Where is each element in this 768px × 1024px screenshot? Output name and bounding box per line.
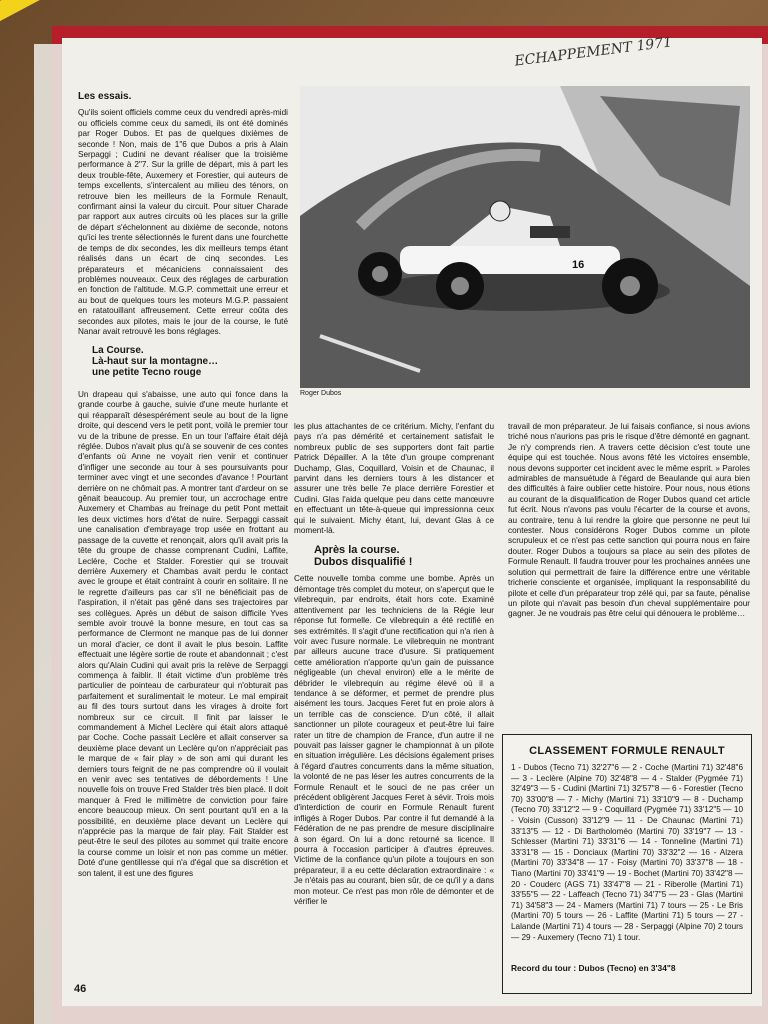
right-column [508, 422, 750, 728]
section-title-essais: Les essais. [78, 91, 132, 102]
photo-caption: Roger Dubos [300, 390, 342, 397]
section-title-apres: Après la course. Dubos disqualifié ! [314, 544, 413, 569]
page-number: 46 [74, 983, 87, 995]
right-text: travail de mon préparateur. Je lui faisais confiance, si nous avions triché nous n'aurions pas pris le risque d'être démonté en gagnant. Je n'y comprends rien. A travers cette décision c'est toute une équipe qui est touchée. Nous avons fêté les victoires ensemble, nous devons supporter cet incident avec le même esprit. » Paroles admirables de mansuétude à l'égard de Beaulande qui aura bien des difficultés à faire oublier cette histoire. Pour nous, nous étions au courant de la disqualification de Roger Dubos quand cet article fut écrit. Nous n'avons pas voulu l'écarter de la course et avons, au contraire, tenu à lui rendre la gloire que personne ne peut lui contester. Nous considérons Roger Dubos comme un pilote scrupuleux et ce n'est pas cette sanction qui pourra nous en faire douter. Roger Dubos a toujours sa place au sein des pilotes de Formule Renault. Il faudra trouver pour les prochaines années une solution qui permettrait de faire la différence entre une véritable tricherie consciente et organisée, impliquant la responsabilité du pilote et celle d'un préparateur trop zélé qui, par sa faute, pénalise un pilote qui n'avait pas besoin d'un cheval supplémentaire pour gagner. Je ne voudrais pas être celui qui dénouera le problème… [508, 422, 750, 619]
apres-text: Cette nouvelle tomba comme une bombe. Après un démontage très complet du moteur, on s'aperçut que le vilebrequin, par endroits, était hors cote. Examiné attentivement par les techniciens de la Régie leur réponse fut formelle. Ce vilebrequin a été rectifié en ses extrémités. Il s'agit d'une rectification qui n'a rien à voir avec l'usure normale. Le vilebrequin ne montrant par ailleurs aucune trace d'usure. Si pratiquement cette amélioration n'apporte qu'un gain de puissance négligeable (un cheval environ) elle a le mérite de débrider le vilebrequin au régime élevé où il a tendance à se déformer, et permet de prendre plus aisément les tours. Jacques Feret fut en proie alors à un terrible cas de conscience. D'un côté, il allait sanctionner un pilote courageux et peut-être lui faire rater un titre de champion de France, d'un autre il ne pouvait pas laisser gagner le championnat à un pilote en situation irrégulière. Les décisions également prises à l'égard d'autres concurrents dans la même situation, la volonté de ne pas léser les autres concurrents de la Formule Renault et le souci de ne pas créer un précédent obligèrent Jacques Feret à sévir. Trois mois d'interdiction de courir en Formule Renault furent infligés à Roger Dubos. Par contre il fut demandé à la Fédération de ne pas prendre de mesure disciplinaire à son égard. On lui a donc retourné sa licence. Il pourra à l'occasion participer à d'autres épreuves. Victime de la confiance qu'un pilote a toujours en son préparateur, il a eu cette déclaration extraordinaire : « Je n'étais pas au courant, bien sûr, de ce qu'il y a dans mon moteur. Ce n'est pas mon rôle de démonter et de vérifier le [294, 574, 494, 907]
race-car-image [300, 86, 750, 388]
middle-top-text: les plus attachantes de ce critérium. Michy, l'enfant du pays n'a pas démérité et certainement satisfait le nombreux public de ses supporters dont fait partie Patrick Dépailler. A la tête d'un groupe comprenant Duchamp, Glas, Coquillard, Voisin et de Chaunac, il parvint dans les derniers tours à les distancer et assurer une très belle 7e place derrière Forestier et Cudini. Glas l'aida quelque peu dans cette manœuvre en effectuant un tête-à-queue qui impressionna ceux qui le suivaient. Michy étant, lui, devant Glas à ce moment-là. [294, 422, 494, 536]
middle-column [294, 422, 494, 982]
left-column [78, 92, 288, 384]
classement-list: 1 - Dubos (Tecno 71) 32'27"6 — 2 - Coche (Martini 71) 32'48"6 — 3 - Leclère (Alpine 70) 32'48"8 — 4 - Stalder (Pygmée 71) 32'49"3 — 5 - Cudini (Martini 71) 32'57"8 — 6 - Forestier (Tecno 70) 33'00"8 — 7 - Michy (Martini 71) 33'10"9 — 8 - Duchamp (Tecno 70) 33'12"2 — 9 - Coquillard (Pygmée 71) 33'12"5 — 10 - Voisin (Cusson) 33'12"9 — 11 - De Chaunac (Martini 71) 33'13"5 — 12 - Di Bartholoméo (Martini 70) 33'19"7 — 13 - Schlesser (Martini 71) 33'31"6 — 14 - Tonneline (Martini 71) 33'31"8 — 15 - Donciaux (Martini 70) 33'32"2 — 16 - Alzera (Martini 70) 33'34"8 — 17 - Foisy (Martini 70) 33'37"8 — 18 - Tiano (Martini 70) 33'41"9 — 19 - Bochet (Martini 70) 33'42"8 — 20 - Couderc (AGS 71) 33'47"8 — 21 - Riberolle (Martini 71) 33'55"5 — 22 - Laffeach (Tecno 71) 34'7"5 — 23 - Glas (Martini 71) 34'58"3 — 24 - Mamers (Martini 71) 7 tours — 25 - Le Bris (Martini 70) 5 tours — 26 - Laffite (Martini 71) 5 tours — 27 - Lalande (Martini 71) 4 tours — 28 - Serpaggi (Alpine 70) 2 tours — 29 - Auxemery (Tecno 71) 1 tour. [511, 763, 743, 942]
course-text-column [78, 390, 288, 950]
race-photo [300, 86, 750, 388]
pencil [0, 0, 50, 27]
car-number: 16 [572, 259, 585, 271]
magazine-page [62, 34, 762, 1006]
classement-title: CLASSEMENT FORMULE RENAULT [529, 745, 725, 757]
handwritten-note: ECHAPPEMENT 1971 [513, 34, 673, 70]
classement-box [502, 734, 752, 994]
course-text: Un drapeau qui s'abaisse, une auto qui fonce dans la grande courbe à gauche, suivie d'une meute hurlante et qui réapparaît désespérément seule au bout de la ligne droite, qui descend vers le petit pont, voilà le premier tour vu de la tribune de presse. En un tour l'affaire était déjà réglée. Dubos n'avait plus qu'à se souvenir de ces contes d'enfants où Anne ne voyait rien venir et continuer d'infliger une seconde au tour à ses poursuivants pour terminer avec vingt et une secondes d'avance ! Pourtant derrière on ne chômait pas. A montrer tant d'ardeur on se gênait beaucoup. Au premier tour, un accrochage entre Auxemery et Chambas au freinage du petit Pont mettait les deux victimes hors d'état de nuire. Serpaggi cassait une canalisation d'embrayage trop usée en frottant au passage de la cuvette et renonçait, alors qu'il avait pris la tête du groupe de chasse comprenant Cudini, Laffite, Leclère, Coche et Stalder. Forestier qui se trouvait derrière Auxemery et Chambas avait perdu le contact avec le groupe et était contraint à courir en solitaire. Il ne le regrette d'ailleurs pas car s'il ne bénéficiait pas de l'aspiration, il n'était pas gêné dans ses trajectoires par ses collègues. Après un début de saison difficile Yves semble avoir trouvé la bonne mesure, en tout cas sa performance de Clermont ne manque pas de lui donner un moral d'acier, ce dont il avait le plus besoin. Laffite effectuait une légère sortie de route et abandonnait ; c'est alors qu'Alain Cudini qui avait pris la relève de Serpaggi commença à faiblir. Il était victime d'un problème très particulier de pointeau de carburateur qui n'obturait pas parfaitement et suralimentait le moteur. Le mal empirait au fil des tours surtout dans les virages à droite fort nombreux sur ce circuit. Il finit par laisser le commandement à Michel Leclère qui était alors attaqué par Coche. Coche passait Leclère et allait conserver sa deuxième place devant un Leclère qu'on n'appréciait pas le marque de « fair play » de son ami qui durant les derniers tours feignit de ne pas comprendre où il voulait en venir avec ses tentatives de débordements ! Une nouvelle fois on trouve Fred Stalder très bien placé. Il doit manquer à Fred le millimètre de conviction pour faire encore beaucoup mieux. On sent pourtant qu'il en a la possibilité, en deuxième place devant un Leclère qui n'apprécie pas la marque de fair play. Fait Stalder est peut-être le seul des pilotes au sommet qui traite encore la course comme un loisir et non pas comme un métier. Doté d'une gentillesse qui n'a d'égal que sa discrétion et son talent, il est une des figures [78, 390, 288, 878]
essais-text: Qu'ils soient officiels comme ceux du vendredi après-midi ou officiels comme ceux du samedi, ils ont été dominés par Roger Dubos. Et pas de quelques dixièmes de seconde ! Non, mais de 1"6 que Dubos a pris à Alain Serpaggi ; Cudini ne devant réaliser que la troisième performance à 2"7. Sur la grille de départ, mis à part les deux trouble-fête, Auxemery et Forestier, qui auteurs de temps excellents, s'intercalent au milieu des ténors, on retrouve bien les meilleurs de la Formule Renault, confirmant ainsi la valeur du circuit. Pour situer Charade par rapport aux autres circuits où les places sur la grille de départ s'échelonnent au dixième de seconde, notons qu'ici les trente sélectionnés le furent dans une fourchette de temps de dix secondes, les dix meilleurs temps étant réalisés dans un écart de cinq secondes. Les préparateurs et mécaniciens connaissaient des problèmes nouveaux. Ceux des réglages de carburation en fonction de l'altitude. M.G.P. commettait une erreur et au bout de quelques tours les moteurs M.G.P. passaient en ratatouillant affreusement. Cette erreur coûta des secondes aux pilotes, mais le jour de la course, le futé Nanar avait retrouvé les bons réglages. [78, 108, 288, 336]
section-title-course: La Course. Là-haut sur la montagne… une petite Tecno rouge [92, 345, 219, 379]
lap-record: Record du tour : Dubos (Tecno) en 3'34"8 [511, 963, 676, 973]
